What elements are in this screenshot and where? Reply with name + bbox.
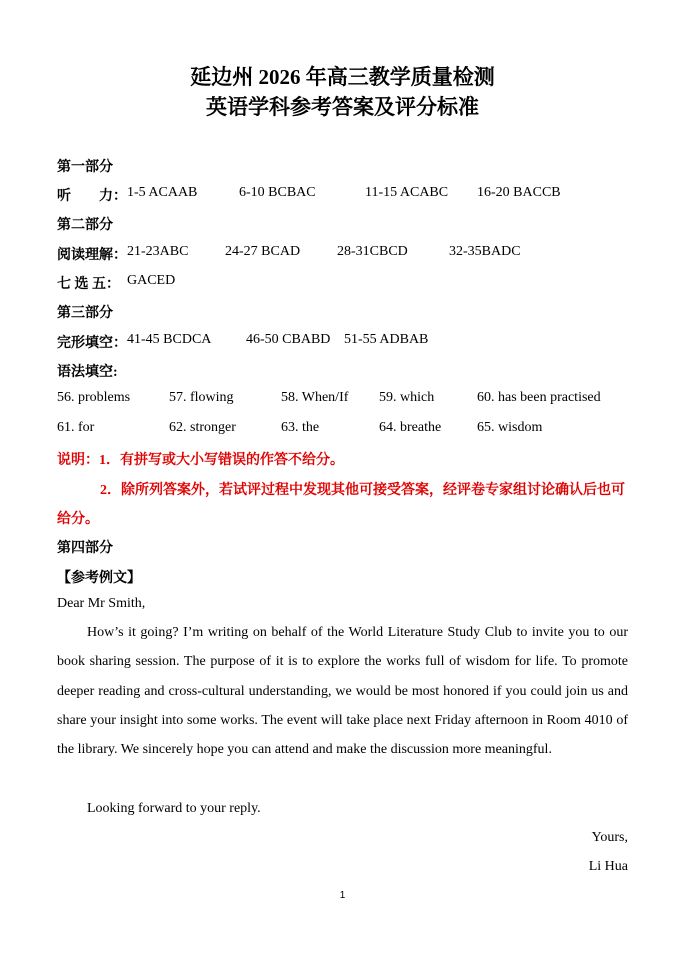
grammar-answer: 56. problems xyxy=(57,390,131,405)
cloze-label: 完形填空： xyxy=(57,336,127,351)
listening-answer: 16-20 BACCB xyxy=(477,185,561,200)
reading-answer: 24-27 BCAD xyxy=(225,244,301,259)
grammar-answer: 57. flowing xyxy=(169,390,234,405)
listening-label: 听 力： xyxy=(57,189,127,204)
grammar-answer: 63. the xyxy=(281,420,320,435)
grammar-answer: 59. which xyxy=(379,390,435,405)
reading-answer: 32-35BADC xyxy=(449,244,521,259)
grammar-answer: 64. breathe xyxy=(379,420,442,435)
scoring-note-1: 说明：1．有拼写或大小写错误的作答不给分。 xyxy=(57,453,344,468)
grammar-answer: 62. stronger xyxy=(169,420,236,435)
grammar-answer: 58. When/If xyxy=(281,390,349,405)
part1-heading: 第一部分 xyxy=(57,160,113,175)
reading-answer: 28-31CBCD xyxy=(337,244,408,259)
grammar-answer: 60. has been practised xyxy=(477,390,601,405)
reading-answer: 21-23ABC xyxy=(127,244,189,259)
cloze-answer: 51-55 ADBAB xyxy=(344,332,429,347)
seven-choose-five-answer: GACED xyxy=(127,273,176,288)
part3-heading: 第三部分 xyxy=(57,306,113,321)
letter-greeting: Dear Mr Smith, xyxy=(57,596,146,611)
cloze-answer: 41-45 BCDCA xyxy=(127,332,212,347)
part4-heading: 第四部分 xyxy=(57,541,113,556)
listening-answer: 1-5 ACAAB xyxy=(127,185,198,200)
page-number: 1 xyxy=(339,890,346,901)
cloze-answer: 46-50 CBABD xyxy=(246,332,331,347)
document-title: 延边州 2026 年高三教学质量检测 xyxy=(190,65,495,89)
listening-answer: 6-10 BCBAC xyxy=(239,185,316,200)
grammar-answer: 61. for xyxy=(57,420,95,435)
grammar-answer: 65. wisdom xyxy=(477,420,543,435)
letter-signature: Li Hua xyxy=(588,859,628,874)
letter-body: How’s it going? I’m writing on behalf of the World Literature Study Club to invite you to our book sharing session. The purpose of it is to explore the works full of wisdom for life. To promote deeper reading and cross-cultural understanding, we would be most honored if you could join us and share your insight into some works. The event will take place next Friday afternoon in Room 4010 of the library. We sincerely hope you can attend and make the discussion more meaningful. xyxy=(57,625,628,758)
sample-essay-label: 【参考例文】 xyxy=(57,571,141,586)
document-subtitle: 英语学科参考答案及评分标准 xyxy=(206,95,479,119)
grammar-fill-label: 语法填空: xyxy=(57,365,118,380)
listening-row xyxy=(57,185,127,205)
part2-heading: 第二部分 xyxy=(57,218,113,233)
seven-choose-five-label: 七 选 五： xyxy=(57,277,120,292)
scoring-note-2-cont: 给分。 xyxy=(57,512,99,527)
listening-answer: 11-15 ACABC xyxy=(365,185,449,200)
reading-label: 阅读理解： xyxy=(57,248,127,263)
letter-closing: Looking forward to your reply. xyxy=(87,801,261,816)
scoring-note-2: 2．除所列答案外，若试评过程中发现其他可接受答案，经评卷专家组讨论确认后也可 xyxy=(100,483,625,498)
letter-signoff: Yours, xyxy=(591,830,628,845)
